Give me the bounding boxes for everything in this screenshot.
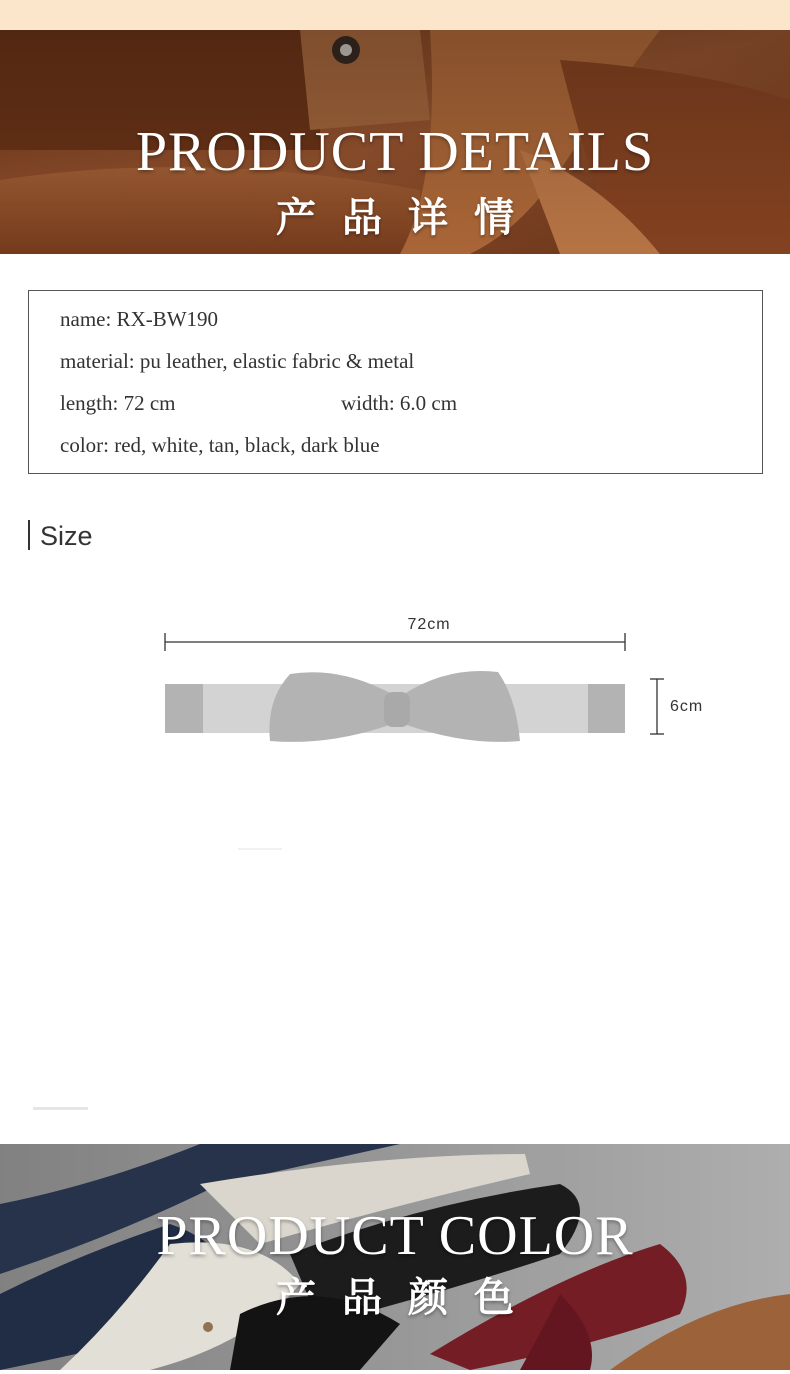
length-label: 72cm	[407, 616, 451, 633]
width-label: 6cm	[670, 698, 704, 715]
spec-dimensions-row	[60, 391, 660, 416]
spec-length: length: 72 cm	[60, 391, 176, 415]
belt-end-right	[588, 684, 625, 733]
faint-artifact	[33, 1107, 88, 1110]
spec-color: color: red, white, tan, black, dark blue	[60, 433, 380, 457]
details-title-cn: 产品详情	[276, 194, 540, 241]
spec-width: width: 6.0 cm	[341, 391, 458, 415]
belt-end-left	[165, 684, 203, 733]
size-heading	[28, 520, 93, 551]
color-title-en: PRODUCT COLOR	[156, 1205, 634, 1267]
spec-material: material: pu leather, elastic fabric & metal	[60, 349, 415, 373]
specs-box	[28, 290, 763, 474]
size-diagram	[0, 600, 790, 770]
color-title-cn: 产品颜色	[276, 1274, 540, 1321]
spec-name: name: RX-BW190	[60, 307, 219, 331]
product-color-banner	[0, 1144, 790, 1370]
size-heading-text: Size	[40, 521, 93, 551]
details-title-en: PRODUCT DETAILS	[135, 121, 655, 183]
bow-knot	[384, 692, 410, 727]
faint-artifact	[238, 848, 282, 850]
top-accent-strip	[0, 0, 790, 30]
product-details-banner	[0, 30, 790, 254]
